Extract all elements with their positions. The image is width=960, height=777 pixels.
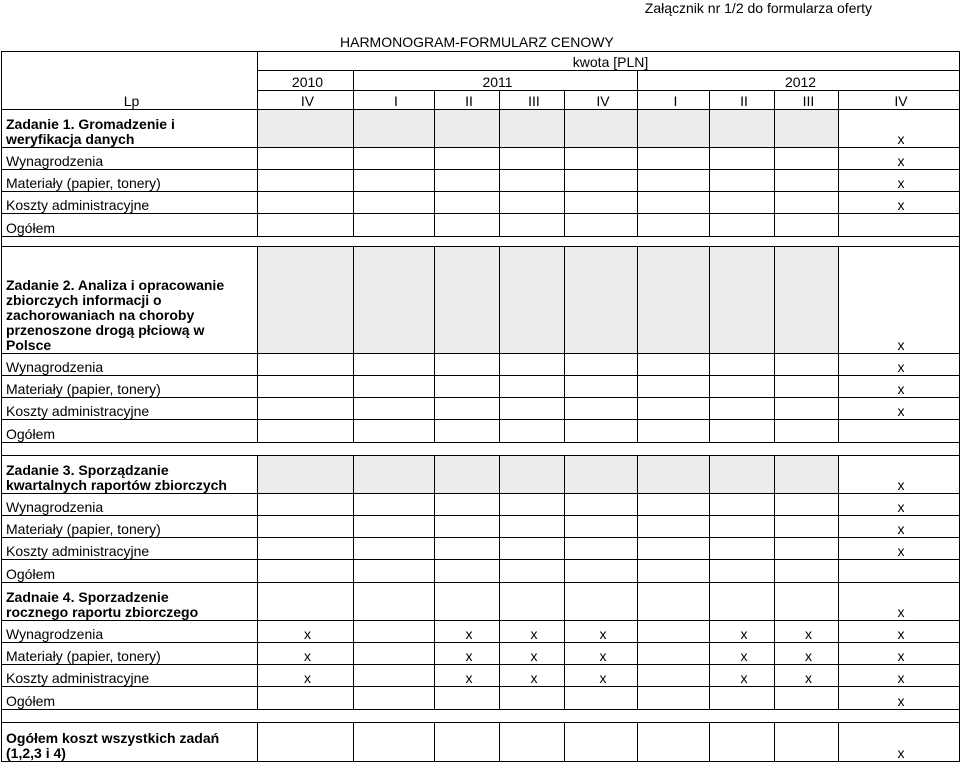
cell [775, 170, 839, 192]
cost-label: Koszty administracyjne [2, 398, 258, 420]
cell [258, 516, 354, 538]
total-row [2, 723, 960, 762]
lp-header: Lp [2, 52, 258, 110]
cell-mark: x [839, 148, 960, 170]
task-title-line: zachorowaniach na choroby [6, 307, 195, 323]
cell [258, 398, 354, 420]
cell-mark: x [710, 621, 775, 643]
cell-mark: x [839, 398, 960, 420]
cell [638, 665, 710, 687]
cell [500, 110, 565, 148]
cell [354, 192, 435, 214]
cell [775, 456, 839, 494]
cell [435, 538, 500, 560]
cell [710, 214, 775, 237]
cell [565, 723, 638, 762]
cell [354, 516, 435, 538]
cell [710, 110, 775, 148]
cell [435, 583, 500, 621]
cell [775, 560, 839, 583]
cell [775, 494, 839, 516]
cell-mark: x [839, 494, 960, 516]
cost-label: Koszty administracyjne [2, 665, 258, 687]
cell [638, 494, 710, 516]
cell [258, 170, 354, 192]
cell [565, 494, 638, 516]
cell-mark: x [565, 665, 638, 687]
cell [258, 494, 354, 516]
cell [258, 247, 354, 354]
task-title-line: Zadanie 3. Sporządzanie [6, 462, 169, 478]
task-rows [2, 110, 960, 762]
cell [354, 354, 435, 376]
amount-header: kwota [PLN] [258, 52, 960, 71]
cell [354, 110, 435, 148]
cell [500, 538, 565, 560]
cell-mark: x [839, 723, 960, 762]
cell [354, 643, 435, 665]
cell-mark: x [435, 665, 500, 687]
cell [638, 354, 710, 376]
cost-row [2, 494, 960, 516]
cost-label: Ogółem [2, 687, 258, 710]
cell [565, 398, 638, 420]
cell [638, 192, 710, 214]
cell [435, 494, 500, 516]
cell [775, 723, 839, 762]
cell [638, 456, 710, 494]
cell [775, 110, 839, 148]
quarter-header: IV [258, 91, 354, 110]
cell [258, 538, 354, 560]
cell [565, 376, 638, 398]
cell [710, 583, 775, 621]
cell [565, 148, 638, 170]
cell [565, 354, 638, 376]
cost-label: Ogółem [2, 560, 258, 583]
cell-mark: x [839, 583, 960, 621]
cell [258, 354, 354, 376]
cell-mark: x [565, 643, 638, 665]
cell [354, 723, 435, 762]
cost-row [2, 687, 960, 710]
cell [638, 583, 710, 621]
cost-row [2, 398, 960, 420]
cell [839, 214, 960, 237]
quarter-header: II [435, 91, 500, 110]
task-title-line: (1,2,3 i 4) [6, 745, 66, 761]
cost-label: Koszty administracyjne [2, 192, 258, 214]
cell [354, 170, 435, 192]
cell [638, 538, 710, 560]
cell-mark: x [710, 665, 775, 687]
cell [435, 148, 500, 170]
cost-label: Wynagrodzenia [2, 494, 258, 516]
cell [354, 214, 435, 237]
task-title-line: Zadnaie 4. Sporzadzenie [6, 589, 169, 605]
cell [354, 494, 435, 516]
cell-mark: x [435, 621, 500, 643]
task-title-line: weryfikacja danych [6, 131, 135, 147]
cell [435, 192, 500, 214]
cell [500, 456, 565, 494]
cell [565, 170, 638, 192]
cost-row [2, 148, 960, 170]
cell-mark: x [839, 456, 960, 494]
header-row-amount [2, 52, 960, 71]
cell [638, 170, 710, 192]
cell [710, 538, 775, 560]
cell [500, 354, 565, 376]
cell [354, 376, 435, 398]
cell [435, 516, 500, 538]
cell [710, 170, 775, 192]
cell-mark: x [775, 643, 839, 665]
quarter-header: IV [839, 91, 960, 110]
task-title-row [2, 583, 960, 621]
cell [500, 170, 565, 192]
cell [710, 247, 775, 354]
cell [710, 420, 775, 443]
cell [258, 583, 354, 621]
task-title-row [2, 247, 960, 354]
cost-label: Materiały (papier, tonery) [2, 516, 258, 538]
cell [775, 354, 839, 376]
cell [500, 560, 565, 583]
cell [638, 420, 710, 443]
cell [638, 516, 710, 538]
cell [258, 560, 354, 583]
cell-mark: x [839, 170, 960, 192]
cell [354, 247, 435, 354]
year-header: 2011 [354, 71, 638, 91]
cell-mark: x [258, 665, 354, 687]
cell-mark: x [565, 621, 638, 643]
quarter-header: III [775, 91, 839, 110]
cell-mark: x [839, 354, 960, 376]
cell [565, 214, 638, 237]
task-title-row [2, 456, 960, 494]
cell-mark: x [839, 247, 960, 354]
cell [638, 687, 710, 710]
cell [565, 516, 638, 538]
total-title [2, 723, 258, 762]
cell [258, 376, 354, 398]
cost-label: Wynagrodzenia [2, 621, 258, 643]
cost-row [2, 643, 960, 665]
task-title-line: zbiorczych informacji o [6, 292, 162, 308]
cell [500, 192, 565, 214]
quarter-header: I [354, 91, 435, 110]
cell [710, 560, 775, 583]
cost-label: Wynagrodzenia [2, 354, 258, 376]
cell-mark: x [839, 643, 960, 665]
cell [710, 687, 775, 710]
attachment-note: Załącznik nr 1/2 do formularza oferty [644, 0, 872, 16]
cell-mark: x [775, 665, 839, 687]
cell-mark: x [839, 687, 960, 710]
quarter-header: II [710, 91, 775, 110]
cell [258, 723, 354, 762]
quarter-header: III [500, 91, 565, 110]
cell [435, 456, 500, 494]
cell [775, 420, 839, 443]
cell [710, 354, 775, 376]
cell-mark: x [258, 643, 354, 665]
cell-mark: x [839, 192, 960, 214]
cell-mark: x [775, 621, 839, 643]
cell [565, 247, 638, 354]
cell [500, 148, 565, 170]
cell [638, 621, 710, 643]
spacer [2, 237, 960, 247]
price-schedule-table [1, 51, 960, 762]
task-title [2, 456, 258, 494]
cell [710, 398, 775, 420]
cell [354, 456, 435, 494]
task-title-line: Zadanie 1. Gromadzenie i [6, 116, 175, 132]
cell-mark: x [839, 516, 960, 538]
cell [435, 398, 500, 420]
cell [839, 420, 960, 443]
cell [638, 643, 710, 665]
cost-label: Ogółem [2, 420, 258, 443]
task-title-line: Zadanie 2. Analiza i opracowanie [6, 277, 225, 293]
cell [775, 247, 839, 354]
cell [710, 494, 775, 516]
cell-mark: x [258, 621, 354, 643]
cost-row [2, 376, 960, 398]
cell [710, 148, 775, 170]
cell [710, 456, 775, 494]
cost-row [2, 354, 960, 376]
quarter-header: I [638, 91, 710, 110]
cell [354, 148, 435, 170]
cell [638, 110, 710, 148]
cell [258, 456, 354, 494]
cost-row [2, 214, 960, 237]
cell [354, 398, 435, 420]
spacer-row [2, 710, 960, 723]
cell-mark: x [839, 376, 960, 398]
cell [500, 247, 565, 354]
cost-label: Ogółem [2, 214, 258, 237]
cell [500, 583, 565, 621]
task-title-line: Polsce [6, 337, 52, 353]
cost-row [2, 192, 960, 214]
cell [435, 110, 500, 148]
cell [775, 583, 839, 621]
cell [435, 420, 500, 443]
cell [258, 214, 354, 237]
cell [500, 376, 565, 398]
cell [500, 494, 565, 516]
task-title-line: kwartalnych raportów zbiorczych [6, 477, 227, 493]
cell [258, 110, 354, 148]
cell [435, 247, 500, 354]
cell [500, 398, 565, 420]
cell [565, 456, 638, 494]
cell [710, 192, 775, 214]
cell [354, 583, 435, 621]
cell-mark: x [839, 665, 960, 687]
cell [354, 687, 435, 710]
cell [565, 420, 638, 443]
cell [354, 420, 435, 443]
quarter-header: IV [565, 91, 638, 110]
spacer [2, 443, 960, 456]
task-title [2, 110, 258, 148]
cell-mark: x [839, 621, 960, 643]
cell [638, 247, 710, 354]
cell [710, 723, 775, 762]
cell [354, 538, 435, 560]
cell [258, 148, 354, 170]
cell-mark: x [500, 665, 565, 687]
cell [710, 516, 775, 538]
cell [638, 376, 710, 398]
cell [638, 398, 710, 420]
task-title [2, 247, 258, 354]
cell-mark: x [839, 110, 960, 148]
cell [565, 687, 638, 710]
cost-label: Materiały (papier, tonery) [2, 643, 258, 665]
cost-row [2, 665, 960, 687]
year-header: 2010 [258, 71, 354, 91]
cell-mark: x [839, 538, 960, 560]
cell [258, 192, 354, 214]
cell [775, 516, 839, 538]
cell [775, 376, 839, 398]
cell [775, 214, 839, 237]
cell-mark: x [710, 643, 775, 665]
cell [435, 170, 500, 192]
cell [839, 560, 960, 583]
cell [435, 723, 500, 762]
cell [710, 376, 775, 398]
cell [435, 560, 500, 583]
cell [638, 148, 710, 170]
cell [435, 214, 500, 237]
cost-row [2, 538, 960, 560]
cell [258, 420, 354, 443]
cell [565, 192, 638, 214]
cell [565, 560, 638, 583]
cost-row [2, 420, 960, 443]
cell-mark: x [500, 643, 565, 665]
form-title: HARMONOGRAM-FORMULARZ CENOWY [340, 34, 614, 50]
task-title-line: rocznego raportu zbiorczego [6, 604, 199, 620]
cost-label: Materiały (papier, tonery) [2, 376, 258, 398]
cell [500, 420, 565, 443]
cell [775, 148, 839, 170]
cell [500, 687, 565, 710]
cell [500, 516, 565, 538]
cell [565, 583, 638, 621]
cell [500, 214, 565, 237]
cell-mark: x [500, 621, 565, 643]
cell [638, 560, 710, 583]
task-title-line: przenoszone drogą płciową w [6, 322, 205, 338]
cost-label: Koszty administracyjne [2, 538, 258, 560]
spacer-row [2, 237, 960, 247]
task-title [2, 583, 258, 621]
cell [775, 192, 839, 214]
cell [775, 687, 839, 710]
cell [775, 538, 839, 560]
cell [565, 538, 638, 560]
cell [435, 376, 500, 398]
cell [354, 665, 435, 687]
spacer [2, 710, 960, 723]
cost-row [2, 170, 960, 192]
cell-mark: x [435, 643, 500, 665]
cost-row [2, 516, 960, 538]
cell [435, 354, 500, 376]
cost-label: Wynagrodzenia [2, 148, 258, 170]
cell [565, 110, 638, 148]
cost-label: Materiały (papier, tonery) [2, 170, 258, 192]
cell [258, 687, 354, 710]
cell [354, 621, 435, 643]
cell [638, 214, 710, 237]
year-header: 2012 [638, 71, 960, 91]
cell [500, 723, 565, 762]
task-title-row [2, 110, 960, 148]
cell [354, 560, 435, 583]
cell [435, 687, 500, 710]
task-title-line: Ogółem koszt wszystkich zadań [6, 730, 220, 746]
spacer-row [2, 443, 960, 456]
cell [638, 723, 710, 762]
cell [775, 398, 839, 420]
cost-row [2, 560, 960, 583]
cost-row [2, 621, 960, 643]
